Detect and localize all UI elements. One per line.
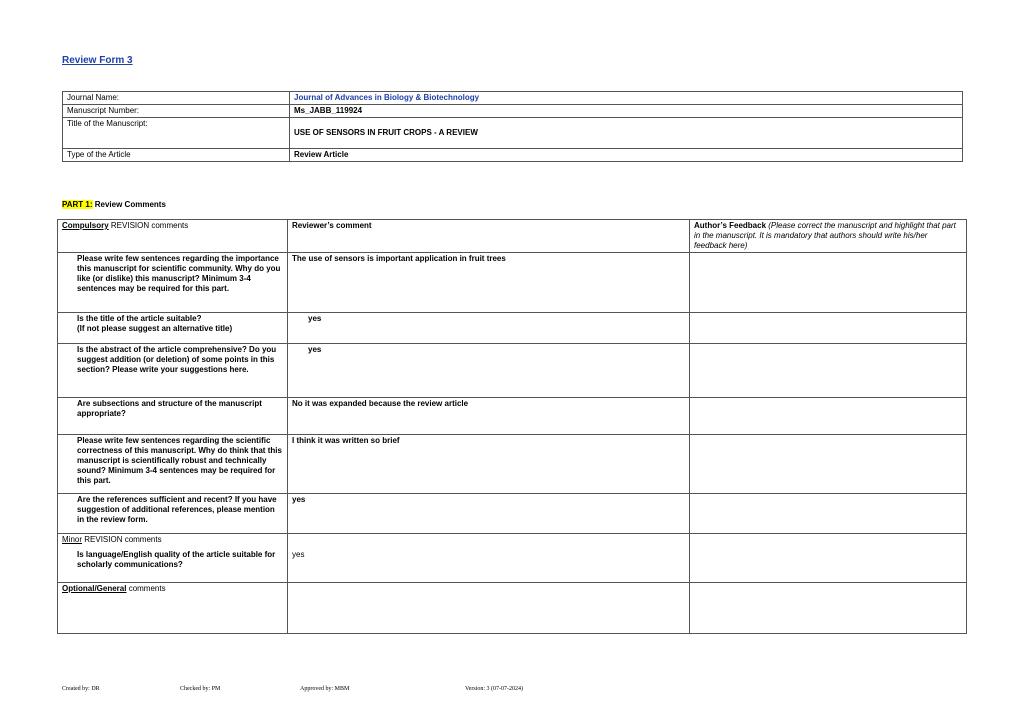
question-text: Are subsections and structure of the manuscript appropriate? <box>77 399 262 418</box>
question-cell <box>58 398 288 435</box>
author-feedback-cell[interactable] <box>690 344 967 398</box>
question-text: Are the references sufficient and recent? If you have suggestion of additional references, please mention in the review form. <box>77 495 277 524</box>
title-row <box>63 118 963 149</box>
question-text: Please write few sentences regarding the scientific correctness of this manuscript. Why do think that this manuscript is scientifically robust and technically sound? Minimum 3-4 sentences may be required for this part. <box>77 436 282 485</box>
reviewer-comment-cell[interactable] <box>288 344 690 398</box>
type-row <box>63 149 963 162</box>
header-reviewer: Reviewer’s comment <box>288 220 690 253</box>
question-cell <box>58 313 288 344</box>
review-row <box>58 494 967 534</box>
author-feedback-cell[interactable] <box>690 534 967 583</box>
answer-text: yes <box>308 314 322 323</box>
question-text: Please write few sentences regarding the importance this manuscript for scientific community. Why do you like (or dislike) this manuscript? Minimum 3-4 sentences may be required for this part. <box>77 254 281 293</box>
optional-heading-cell: Optional/General comments <box>58 583 288 634</box>
answer-text: yes <box>292 550 305 559</box>
review-comments-table <box>57 219 967 634</box>
question-text: Is the abstract of the article comprehensive? Do you suggest addition (or deletion) of some points in this section? Please write your suggestions here. <box>77 345 277 374</box>
optional-row <box>58 583 967 634</box>
manuscript-label: Manuscript Number: <box>63 105 290 118</box>
question-cell <box>58 253 288 313</box>
footer-approved: Approved by: MBM <box>300 686 350 692</box>
type-label: Type of the Article <box>63 149 290 162</box>
author-feedback-cell[interactable] <box>690 435 967 494</box>
question-cell <box>58 344 288 398</box>
author-feedback-cell[interactable] <box>690 313 967 344</box>
reviewer-comment-cell[interactable] <box>288 398 690 435</box>
review-row <box>58 313 967 344</box>
journal-value: Journal of Advances in Biology & Biotechnology <box>290 92 963 105</box>
author-feedback-cell[interactable] <box>690 253 967 313</box>
manuscript-row <box>63 105 963 118</box>
journal-row <box>63 92 963 105</box>
header-compulsory: Compulsory REVISION comments <box>58 220 288 253</box>
question-text: Is language/English quality of the article suitable for scholarly communications? <box>77 550 276 569</box>
answer-text: yes <box>292 495 306 504</box>
answer-text: I think it was written so brief <box>292 436 400 445</box>
minor-heading: Minor REVISION comments <box>62 535 162 544</box>
reviewer-comment-cell[interactable] <box>288 253 690 313</box>
answer-text: No it was expanded because the review article <box>292 399 469 408</box>
type-value: Review Article <box>290 149 963 162</box>
author-feedback-cell[interactable] <box>690 494 967 534</box>
review-row <box>58 435 967 494</box>
title-label: Title of the Manuscript: <box>63 118 290 149</box>
journal-label: Journal Name: <box>63 92 290 105</box>
reviewer-comment-cell[interactable] <box>288 435 690 494</box>
reviewer-comment-cell[interactable] <box>288 494 690 534</box>
review-row <box>58 253 967 313</box>
reviewer-comment-cell[interactable] <box>288 583 690 634</box>
header-row <box>58 220 967 253</box>
header-author-feedback: Author’s Feedback (Please correct the manuscript and highlight that part in the manuscript. It is mandatory that authors should write his/her feedback here) <box>690 220 967 253</box>
footer-created: Created by: DR <box>62 686 100 692</box>
review-row <box>58 344 967 398</box>
reviewer-comment-cell[interactable] <box>288 534 690 583</box>
title-value: USE OF SENSORS IN FRUIT CROPS - A REVIEW <box>290 118 963 149</box>
answer-text: The use of sensors is important application in fruit trees <box>292 254 506 263</box>
author-feedback-cell[interactable] <box>690 398 967 435</box>
review-row <box>58 398 967 435</box>
question-text: Is the title of the article suitable? (If not please suggest an alternative title) <box>77 314 233 333</box>
footer-checked: Checked by: PM <box>180 686 221 692</box>
manuscript-value: Ms_JABB_119924 <box>290 105 963 118</box>
reviewer-comment-cell[interactable] <box>288 313 690 344</box>
part1-heading <box>62 200 166 209</box>
footer-version: Version: 3 (07-07-2024) <box>465 686 523 692</box>
part1-label: PART 1: <box>62 200 93 209</box>
form-title: Review Form 3 <box>62 55 133 66</box>
author-feedback-cell[interactable] <box>690 583 967 634</box>
answer-text: yes <box>308 345 322 354</box>
question-cell <box>58 494 288 534</box>
minor-revision-row <box>58 534 967 583</box>
manuscript-info-table <box>62 91 963 162</box>
question-cell <box>58 435 288 494</box>
part1-title: Review Comments <box>92 200 166 209</box>
minor-question-cell <box>58 534 288 583</box>
